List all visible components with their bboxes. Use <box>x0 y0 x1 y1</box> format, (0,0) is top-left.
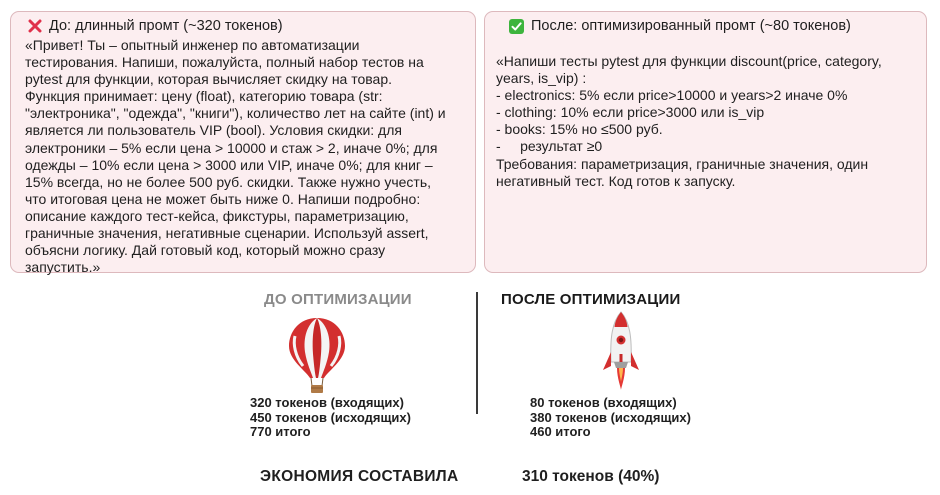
before-prompt-card <box>10 11 476 276</box>
before-card-title-text: До: длинный промт (~320 токенов) <box>49 18 283 34</box>
before-total-tokens: 770 итого <box>250 424 311 439</box>
after-optimization-heading: ПОСЛЕ ОПТИМИЗАЦИИ <box>501 291 681 308</box>
hot-air-balloon-icon <box>285 316 349 396</box>
after-card-title-text: После: оптимизированный промт (~80 токенов) <box>531 18 851 34</box>
after-input-tokens: 80 токенов (входящих) <box>530 395 677 410</box>
after-prompt-card <box>484 11 927 273</box>
before-token-stats <box>250 396 411 440</box>
comparison-divider <box>476 292 478 414</box>
savings-value: 310 токенов (40%) <box>522 468 660 485</box>
after-total-tokens: 460 итого <box>530 424 591 439</box>
savings-label: ЭКОНОМИЯ СОСТАВИЛА <box>260 468 459 485</box>
after-token-stats <box>530 396 691 440</box>
after-output-tokens: 380 токенов (исходящих) <box>530 409 691 425</box>
before-input-tokens: 320 токенов (входящих) <box>250 395 404 410</box>
cross-mark-icon <box>28 19 42 33</box>
before-optimization-heading: ДО ОПТИМИЗАЦИИ <box>264 291 412 308</box>
after-prompt-text: «Напиши тесты pytest для функции discount(price, category, years, is_vip) : - electronics: 5% если price>10000 и years>2 иначе 0% - clothing: 10% если price>3000 или is_vip - books: 15% но ≤500 руб. - результат ≥0 Требования: параметризация, граничные значения, один негативный тест. Код готов к запуску. <box>496 53 882 189</box>
before-prompt-text: «Привет! Ты – опытный инженер по автоматизации тестирования. Напиши, пожалуйста, полный набор тестов на pytest для функции, которая вычисляет скидку на товар. Функция принимает: цену (float), категорию товара (str: "электроника", "одежда", "книги"), количество лет на сайте (int) и является ли пользователь VIP (bool). Условия скидки: для электроники – 5% если цена > 10000 и стаж > 2, иначе 0%; для одежды – 10% если цена > 3000 или VIP, иначе 0%; для книг – 15% всегда, но не более 500 руб. скидки. Также нужно учесть, что итоговая цена не может быть ниже 0. Напиши подробно: описание каждого тест-кейса, фикстуры, параметризацию, граничные значения, негативные сценарии. Используй assert, объясни логику. Дай готовый код, который можно сразу запустить.» <box>25 37 446 276</box>
after-card-title <box>509 17 851 35</box>
check-mark-icon <box>509 19 524 34</box>
before-card-title <box>28 17 283 35</box>
rocket-icon <box>600 310 642 392</box>
before-output-tokens: 450 токенов (исходящих) <box>250 409 411 425</box>
